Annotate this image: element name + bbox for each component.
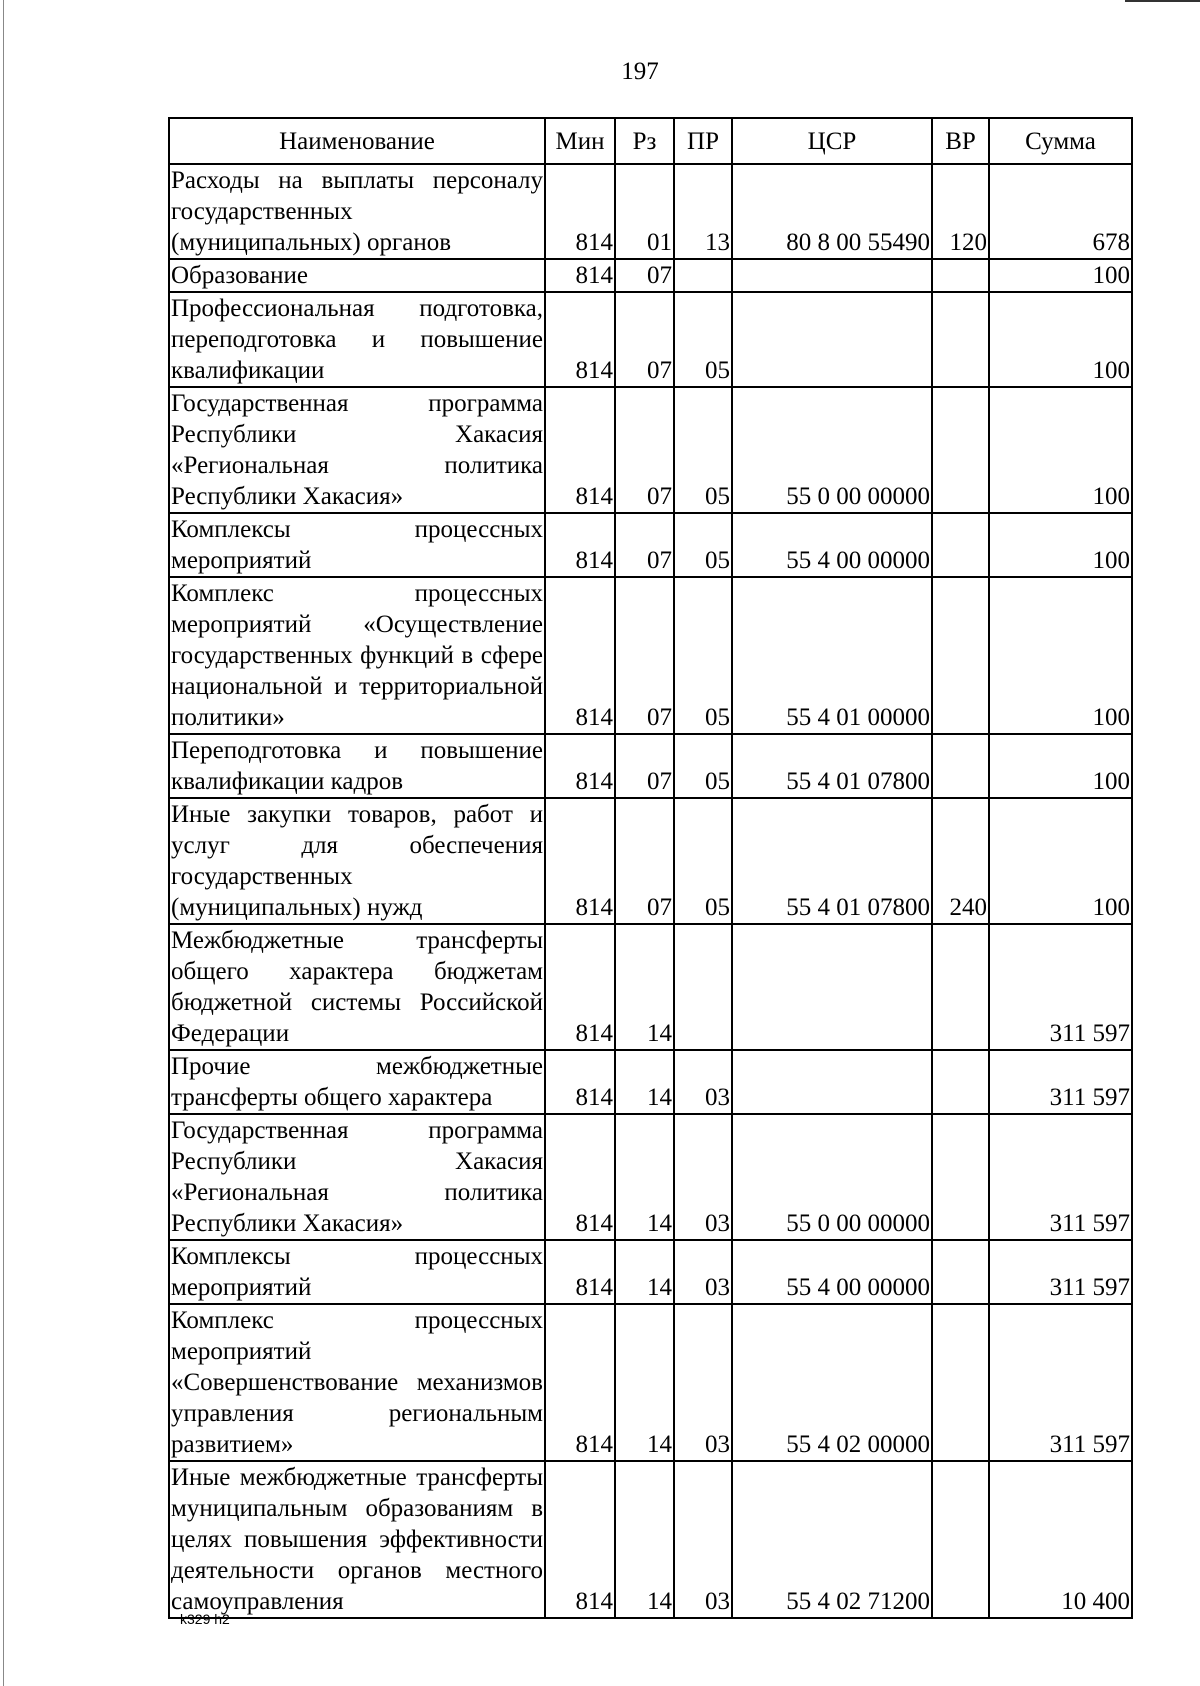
cell-vr [932,1114,989,1240]
footer-code: k329 h2 [180,1611,230,1627]
cell-rz: 07 [615,734,674,798]
cell-rz: 07 [615,513,674,577]
cell-rz: 14 [615,924,674,1050]
cell-min: 814 [545,513,615,577]
cell-min: 814 [545,924,615,1050]
cell-sum: 100 [989,292,1132,387]
page-number: 197 [621,58,659,85]
table-row [169,734,1132,798]
cell-min: 814 [545,577,615,734]
cell-pr [674,924,732,1050]
cell-csr: 55 0 00 00000 [732,387,932,513]
cell-rz: 01 [615,164,674,259]
table-row [169,513,1132,577]
cell-name: Комплексы процессных мероприятий [169,513,545,577]
cell-vr [932,734,989,798]
cell-pr: 03 [674,1050,732,1114]
cell-rz: 14 [615,1304,674,1461]
cell-rz: 07 [615,259,674,292]
cell-vr: 120 [932,164,989,259]
table-row [169,1461,1132,1618]
cell-csr: 55 4 02 71200 [732,1461,932,1618]
scan-edge-top [1125,0,1200,2]
header-csr: ЦСР [732,118,932,164]
cell-csr: 55 4 02 00000 [732,1304,932,1461]
cell-name: Государственная программа Республики Хакасия «Региональная политика Республики Хакасия» [169,387,545,513]
cell-sum: 100 [989,259,1132,292]
cell-csr: 55 4 00 00000 [732,513,932,577]
cell-name: Образование [169,259,545,292]
cell-sum: 311 597 [989,1304,1132,1461]
cell-name: Переподготовка и повышение квалификации кадров [169,734,545,798]
cell-pr: 03 [674,1114,732,1240]
cell-vr [932,387,989,513]
header-sum: Сумма [989,118,1132,164]
cell-vr [932,1050,989,1114]
cell-csr: 55 4 01 07800 [732,734,932,798]
cell-vr [932,577,989,734]
cell-name: Иные закупки товаров, работ и услуг для обеспечения государственных (муниципальных) нужд [169,798,545,924]
table-row [169,387,1132,513]
budget-table [168,117,1133,1619]
cell-sum: 311 597 [989,1050,1132,1114]
cell-sum: 311 597 [989,1114,1132,1240]
header-vr: ВР [932,118,989,164]
cell-csr: 80 8 00 55490 [732,164,932,259]
cell-min: 814 [545,1050,615,1114]
cell-vr [932,292,989,387]
cell-rz: 14 [615,1461,674,1618]
cell-pr: 03 [674,1240,732,1304]
cell-min: 814 [545,292,615,387]
cell-rz: 14 [615,1114,674,1240]
cell-sum: 311 597 [989,924,1132,1050]
cell-min: 814 [545,1114,615,1240]
cell-pr: 05 [674,387,732,513]
cell-vr [932,513,989,577]
table-row [169,1240,1132,1304]
cell-vr [932,1304,989,1461]
header-row [169,118,1132,164]
cell-name: Иные межбюджетные трансферты муниципальным образованиям в целях повышения эффективности деятельности органов местного самоуправления [169,1461,545,1618]
cell-vr: 240 [932,798,989,924]
cell-name: Прочие межбюджетные трансферты общего характера [169,1050,545,1114]
cell-vr [932,1240,989,1304]
cell-min: 814 [545,1240,615,1304]
cell-sum: 10 400 [989,1461,1132,1618]
table-row [169,1050,1132,1114]
cell-csr: 55 4 01 00000 [732,577,932,734]
header-min: Мин [545,118,615,164]
cell-name: Межбюджетные трансферты общего характера бюджетам бюджетной системы Российской Федерации [169,924,545,1050]
cell-sum: 100 [989,513,1132,577]
table-row [169,1114,1132,1240]
cell-rz: 14 [615,1240,674,1304]
header-name: Наименование [169,118,545,164]
cell-pr: 05 [674,734,732,798]
cell-pr: 03 [674,1304,732,1461]
cell-pr: 05 [674,798,732,924]
cell-sum: 100 [989,734,1132,798]
cell-pr: 13 [674,164,732,259]
cell-min: 814 [545,164,615,259]
cell-csr [732,292,932,387]
cell-name: Расходы на выплаты персоналу государственных (муниципальных) органов [169,164,545,259]
cell-sum: 678 [989,164,1132,259]
cell-csr: 55 4 01 07800 [732,798,932,924]
scan-edge-left [3,0,4,1686]
table-row [169,292,1132,387]
cell-rz: 14 [615,1050,674,1114]
cell-min: 814 [545,798,615,924]
table-row [169,924,1132,1050]
table-row [169,259,1132,292]
cell-csr [732,1050,932,1114]
cell-sum: 100 [989,798,1132,924]
cell-pr: 05 [674,292,732,387]
cell-min: 814 [545,734,615,798]
cell-pr: 03 [674,1461,732,1618]
cell-pr: 05 [674,513,732,577]
cell-name: Комплексы процессных мероприятий [169,1240,545,1304]
cell-csr: 55 4 00 00000 [732,1240,932,1304]
cell-name: Государственная программа Республики Хакасия «Региональная политика Республики Хакасия» [169,1114,545,1240]
cell-vr [932,1461,989,1618]
cell-rz: 07 [615,292,674,387]
cell-name: Профессиональная подготовка, переподготовка и повышение квалификации [169,292,545,387]
cell-min: 814 [545,259,615,292]
cell-vr [932,924,989,1050]
cell-vr [932,259,989,292]
cell-csr [732,259,932,292]
cell-name: Комплекс процессных мероприятий «Осуществление государственных функций в сфере национальной и территориальной политики» [169,577,545,734]
cell-sum: 311 597 [989,1240,1132,1304]
cell-rz: 07 [615,798,674,924]
cell-csr: 55 0 00 00000 [732,1114,932,1240]
table-row [169,164,1132,259]
cell-min: 814 [545,1461,615,1618]
table-row [169,798,1132,924]
cell-min: 814 [545,1304,615,1461]
cell-sum: 100 [989,577,1132,734]
cell-pr [674,259,732,292]
table-row [169,577,1132,734]
cell-sum: 100 [989,387,1132,513]
header-rz: Рз [615,118,674,164]
cell-rz: 07 [615,387,674,513]
table-row [169,1304,1132,1461]
cell-min: 814 [545,387,615,513]
cell-rz: 07 [615,577,674,734]
cell-pr: 05 [674,577,732,734]
cell-csr [732,924,932,1050]
cell-name: Комплекс процессных мероприятий «Совершенствование механизмов управления региональным развитием» [169,1304,545,1461]
header-pr: ПР [674,118,732,164]
